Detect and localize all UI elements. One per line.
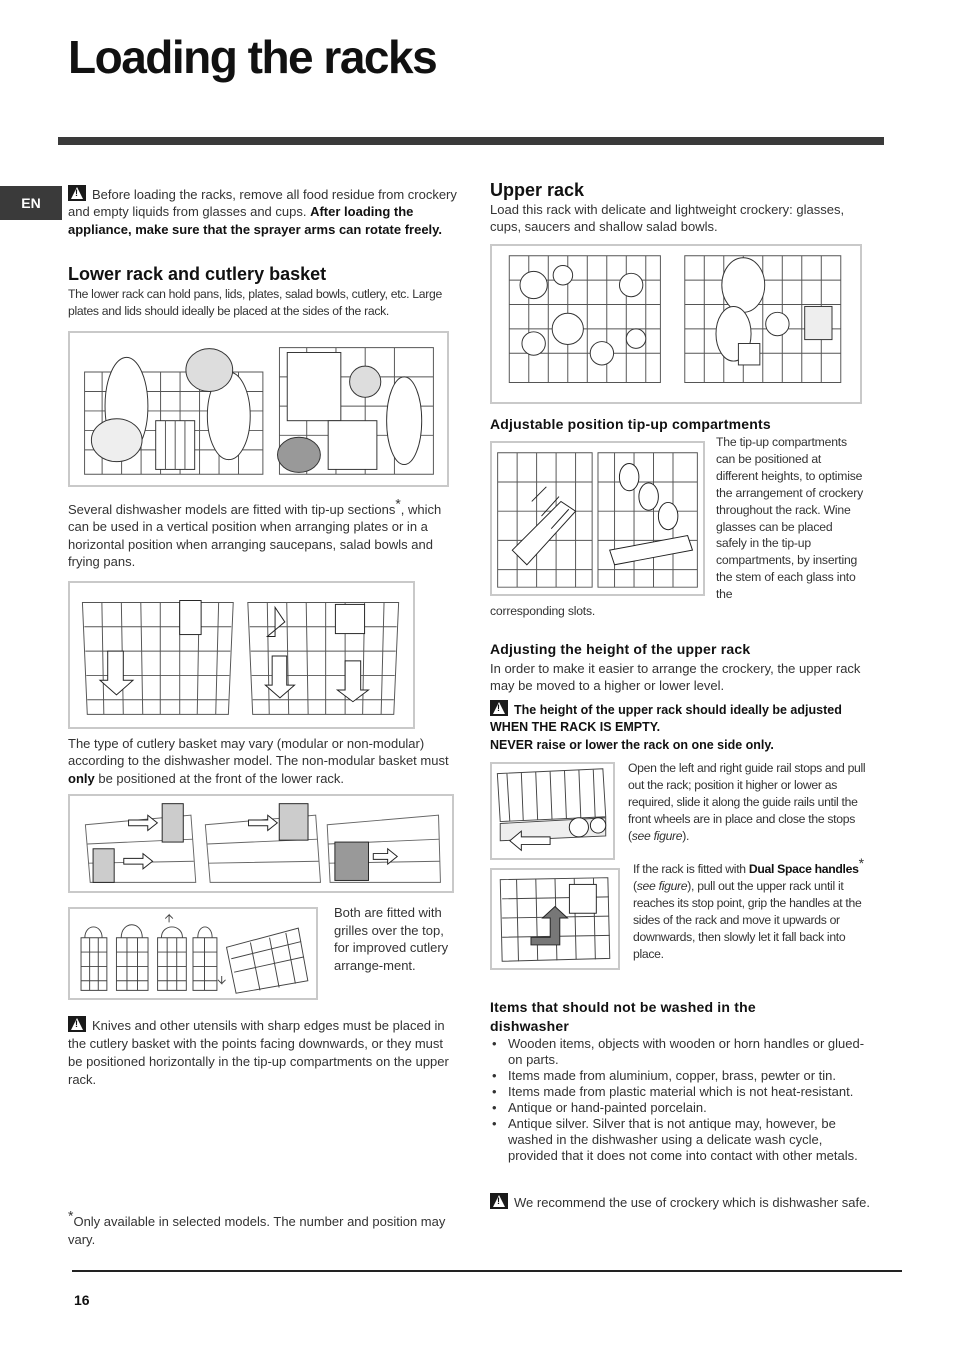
upper-rack-figure	[490, 244, 862, 404]
list-item: • Antique or hand-painted porcelain.	[490, 1100, 870, 1116]
lower-rack-text: The lower rack can hold pans, lids, plates, salad bowls, cutlery, etc. Large plates and lids should ideally be placed at the sides of the rack.	[68, 287, 442, 318]
list-item: • Items made from plastic material which is not heat-resistant.	[490, 1084, 870, 1100]
basket-paragraph: The type of cutlery basket may vary (modular or non-modular) according to the dishwasher model. The non-modular basket must only be positioned at the front of the lower rack.	[68, 736, 449, 786]
upper-rack-illustration	[492, 246, 860, 402]
list-item: • Antique silver. Silver that is not antique may, however, be washed in the dishwasher using a delicate wash cycle, provided that it does not come into contact with other metals.	[490, 1116, 870, 1164]
warning-icon	[490, 700, 508, 716]
tipup-sections-illustration	[70, 583, 413, 727]
dual-space-figure	[490, 868, 620, 970]
tipup-compartments-text: The tip-up compartments can be positioned at different heights, to optimise the arrangement of crockery throughout the rack. Wine glasses can be placed safely in the tip-up compartments, by inserting the stem of each glass into the	[716, 435, 864, 602]
adjust-height-heading: Adjusting the height of the upper rack	[490, 641, 751, 657]
warning-icon	[68, 1016, 86, 1032]
upper-rack-text: Load this rack with delicate and lightweight crockery: glasses, cups, saucers and shallow salad bowls.	[490, 202, 845, 235]
lower-rack-figure	[68, 331, 449, 487]
upper-rack-heading: Upper rack	[490, 180, 585, 200]
adjust-height-text: In order to make it easier to arrange the crockery, the upper rack may be moved to a higher or lower level.	[490, 661, 861, 694]
header-divider	[58, 137, 884, 145]
guide-rail-illustration	[492, 764, 613, 858]
intro-paragraph: !Before loading the racks, remove all food residue from crockery and empty liquids from glasses and cups. After loading the appliance, make sure that the sprayer arms can rotate freely.	[68, 185, 458, 238]
footnote: *Only available in selected models. The number and position may vary.	[68, 1207, 446, 1247]
cutlery-basket-position-figure	[68, 794, 454, 893]
dual-space-text: If the rack is fitted with Dual Space handles* (see figure), pull out the upper rack until it reaches its stop point, grip the handles at the sides of the rack and move it upwards or downwards, then slowly let it fall back into place.	[633, 854, 864, 961]
footer-divider	[72, 1270, 902, 1272]
lower-rack-heading: Lower rack and cutlery basket	[68, 264, 327, 284]
language-tab: EN	[0, 186, 62, 220]
knives-warning: !Knives and other utensils with sharp edges must be placed in the cutlery basket with the points facing downwards, or they must be positioned horizontally in the tip-up compartments on the upper rack.	[68, 1016, 458, 1089]
warning-icon	[490, 1193, 508, 1209]
recommend-note: !We recommend the use of crockery which is dishwasher safe.	[490, 1193, 870, 1211]
tipup-compartments-illustration	[492, 443, 703, 594]
guide-rail-text: Open the left and right guide rail stops and pull out the rack; position it higher or lower as required, slide it along the guide rails until the front wheels are in place and close the stops (see figure).	[628, 761, 866, 843]
warning-icon	[68, 185, 86, 201]
guide-rail-figure	[490, 762, 615, 860]
items-list	[490, 1036, 870, 1164]
tipup-sections-figure	[68, 581, 415, 729]
grilles-text: Both are fitted with grilles over the top, for improved cutlery arrange-ment.	[334, 905, 449, 973]
dual-space-illustration	[492, 870, 618, 968]
cutlery-basket-illustration	[70, 909, 316, 998]
items-heading: Items that should not be washed in the dishwasher	[490, 999, 756, 1034]
tipup-compartments-text-end: corresponding slots.	[490, 604, 596, 618]
tipup-paragraph: Several dishwasher models are fitted with tip-up sections*, which can be used in a vertical position when arranging plates or in a horizontal position when arranging saucepans, salad bowls and frying pans.	[68, 495, 442, 569]
tipup-compartments-figure	[490, 441, 705, 596]
intro-bold: After loading the appliance, make sure that the sprayer arms can rotate freely.	[68, 204, 443, 237]
list-item: • Wooden items, objects with wooden or horn handles or glued-on parts.	[490, 1036, 870, 1068]
cutlery-basket-position-illustration	[70, 796, 452, 891]
lower-rack-illustration	[70, 333, 447, 485]
list-item: • Items made from aluminium, copper, brass, pewter or tin.	[490, 1068, 870, 1084]
adjust-height-warning: !The height of the upper rack should ideally be adjusted WHEN THE RACK IS EMPTY. NEVER raise or lower the rack on one side only.	[490, 700, 880, 754]
page-number: 16	[74, 1292, 90, 1308]
cutlery-basket-figure	[68, 907, 318, 1000]
page-title: Loading the racks	[68, 31, 437, 83]
tipup-compartments-heading: Adjustable position tip-up compartments	[490, 416, 771, 432]
